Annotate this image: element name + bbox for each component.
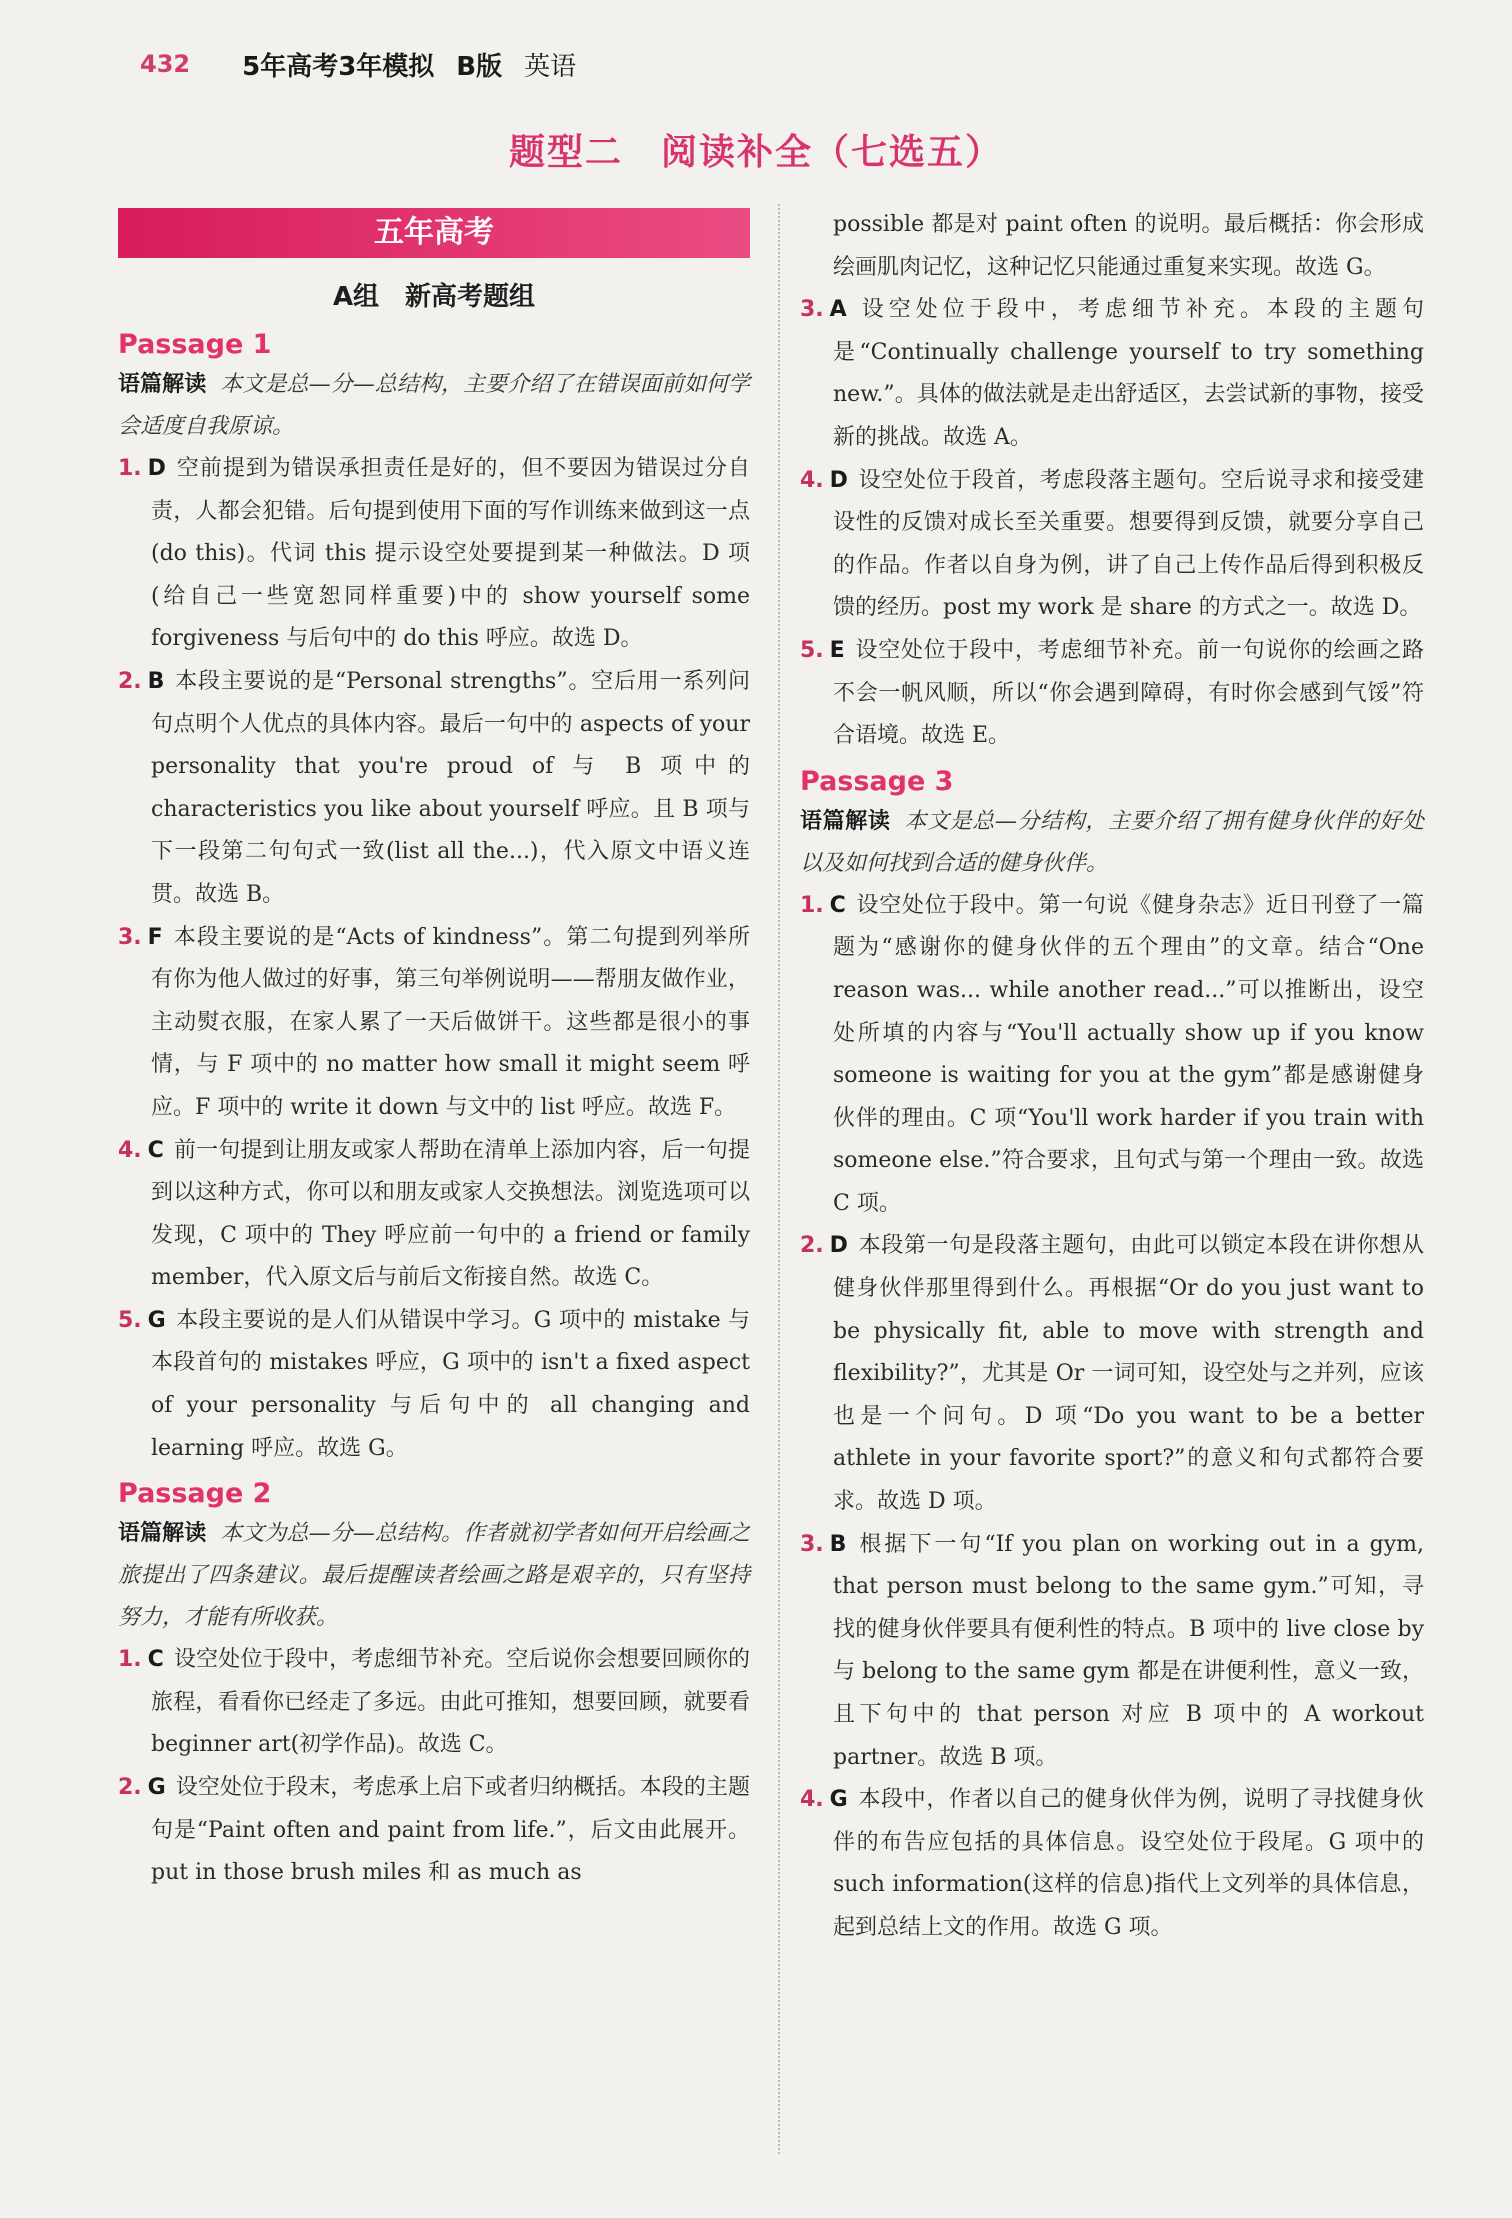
answer-item: 5. G 本段主要说的是人们从错误中学习。G 项中的 mistake 与本段首句的 mistakes 呼应，G 项中的 isn't a fixed aspect of your personality 与后句中的 all changing and learning 呼应。故选 G。 xyxy=(118,1307,750,1461)
section-banner: 五年高考 xyxy=(118,208,750,258)
passage-3-summary: 语篇解读 本文是总—分结构，主要介绍了拥有健身伙伴的好处以及如何找到合适的健身伙伴。 xyxy=(800,808,1424,876)
answer-item: 1. C 设空处位于段中。第一句说《健身杂志》近日刊登了一篇题为“感谢你的健身伙伴的五个理由”的文章。结合“One reason was... while another read...”可以推断出，设空处所填的内容与“You'll actually show up if you know someone is waiting for you at the gym”都是感谢健身伙伴的理由。C 项“You'll work harder if you train with someone else.”符合要求，且句式与第一个理由一致。故选 C 项。 xyxy=(800,892,1424,1216)
group-heading: A组 新高考题组 xyxy=(332,282,536,312)
passage-1-summary: 语篇解读 本文是总—分—总结构，主要介绍了在错误面前如何学会适度自我原谅。 xyxy=(118,372,750,439)
column-divider xyxy=(778,204,780,2154)
edition-label: B版 xyxy=(456,51,503,82)
section-title: 题型二 阅读补全（七选五） xyxy=(508,132,1003,173)
page-number: 432 xyxy=(140,50,191,78)
passage-3-heading: Passage 3 xyxy=(800,765,954,797)
answer-item: 3. A 设空处位于段中，考虑细节补充。本段的主题句是“Continually challenge yourself to try something new.”。具体的做法就是走出舒适区，去尝试新的事物，接受新的挑战。故选 A。 xyxy=(800,297,1424,450)
subject-label: 英语 xyxy=(524,51,577,82)
passage-2-heading: Passage 2 xyxy=(118,1478,272,1510)
passage-2-summary: 语篇解读 本文为总—分—总结构。作者就初学者如何开启绘画之旅提出了四条建议。最后提醒读者绘画之路是艰辛的，只有坚持努力，才能有所收获。 xyxy=(118,1521,750,1631)
answer-item: 1. C 设空处位于段中，考虑细节补充。空后说你会想要回顾你的旅程，看看你已经走了多远。由此可推知，想要回顾，就要看 beginner art(初学作品)。故选 C。 xyxy=(118,1647,750,1758)
answer-item: 2. G 设空处位于段末，考虑承上启下或者归纳概括。本段的主题句是“Paint often and paint from life.”，后文由此展开。put in those brush miles 和 as much as xyxy=(118,1775,750,1886)
answer-item: 3. F 本段主要说的是“Acts of kindness”。第二句提到列举所有你为他人做过的好事，第三句举例说明——帮朋友做作业，主动熨衣服，在家人累了一天后做饼干。这些都是很小的事情，与 F 项中的 no matter how small it might seem 呼应。F 项中的 write it down 与文中的 list 呼应。故选 F。 xyxy=(118,924,750,1120)
passage-1-heading: Passage 1 xyxy=(118,329,272,360)
answer-item: 4. C 前一句提到让朋友或家人帮助在清单上添加内容，后一句提到以这种方式，你可以和朋友或家人交换想法。浏览选项可以发现，C 项中的 They 呼应前一句中的 a friend or family member，代入原文后与前后文衔接自然。故选 C。 xyxy=(118,1137,750,1291)
continued-text: possible 都是对 paint often 的说明。最后概括：你会形成绘画肌肉记忆，这种记忆只能通过重复来实现。故选 G。 xyxy=(833,212,1424,280)
left-column xyxy=(118,204,750,1895)
answer-item: 4. G 本段中，作者以自己的健身伙伴为例，说明了寻找健身伙伴的布告应包括的具体信息。设空处位于段尾。G 项中的 such information(这样的信息)指代上文列举的具体信息，起到总结上文的作用。故选 G 项。 xyxy=(800,1787,1424,1940)
answer-item: 2. D 本段第一句是段落主题句，由此可以锁定本段在讲你想从健身伙伴那里得到什么。再根据“Or do you just want to be physically fit, able to move with strength and flexibility?”，尤其是 Or 一词可知，设空处与之并列，应该也是一个问句。D 项“Do you want to be a better athlete in your favorite sport?”的意义和句式都符合要求。故选 D 项。 xyxy=(800,1233,1424,1515)
answer-item: 5. E 设空处位于段中，考虑细节补充。前一句说你的绘画之路不会一帆风顺，所以“你会遇到障碍，有时你会感到气馁”符合语境。故选 E。 xyxy=(800,637,1424,749)
running-header xyxy=(140,40,576,88)
right-column xyxy=(800,204,1424,1950)
answer-item: 3. B 根据下一句“If you plan on working out in a gym, that person must belong to the same gym.”可知，寻找的健身伙伴要具有便利性的特点。B 项中的 live close by 与 belong to the same gym 都是在讲便利性，意义一致，且下句中的 that person 对应 B 项中的 A workout partner。故选 B 项。 xyxy=(800,1531,1424,1770)
book-title: 5年高考3年模拟 xyxy=(242,51,435,82)
answer-item: 4. D 设空处位于段首，考虑段落主题句。空后说寻求和接受建设性的反馈对成长至关重要。想要得到反馈，就要分享自己的作品。作者以自身为例，讲了自己上传作品后得到积极反馈的经历。post my work 是 share 的方式之一。故选 D。 xyxy=(800,467,1424,621)
answer-item: 1. D 空前提到为错误承担责任是好的，但不要因为错误过分自责，人都会犯错。后句提到使用下面的写作训练来做到这一点(do this)。代词 this 提示设空处要提到某一种做法。D 项(给自己一些宽恕同样重要)中的 show yourself some forgiveness 与后句中的 do this 呼应。故选 D。 xyxy=(118,456,750,652)
answer-item: 2. B 本段主要说的是“Personal strengths”。空后用一系列问句点明个人优点的具体内容。最后一句中的 aspects of your personality that you're proud of 与 B 项中的 characteristics you like about yourself 呼应。且 B 项与下一段第二句句式一致(list all the...)，代入原文中语义连贯。故选 B。 xyxy=(118,668,750,907)
